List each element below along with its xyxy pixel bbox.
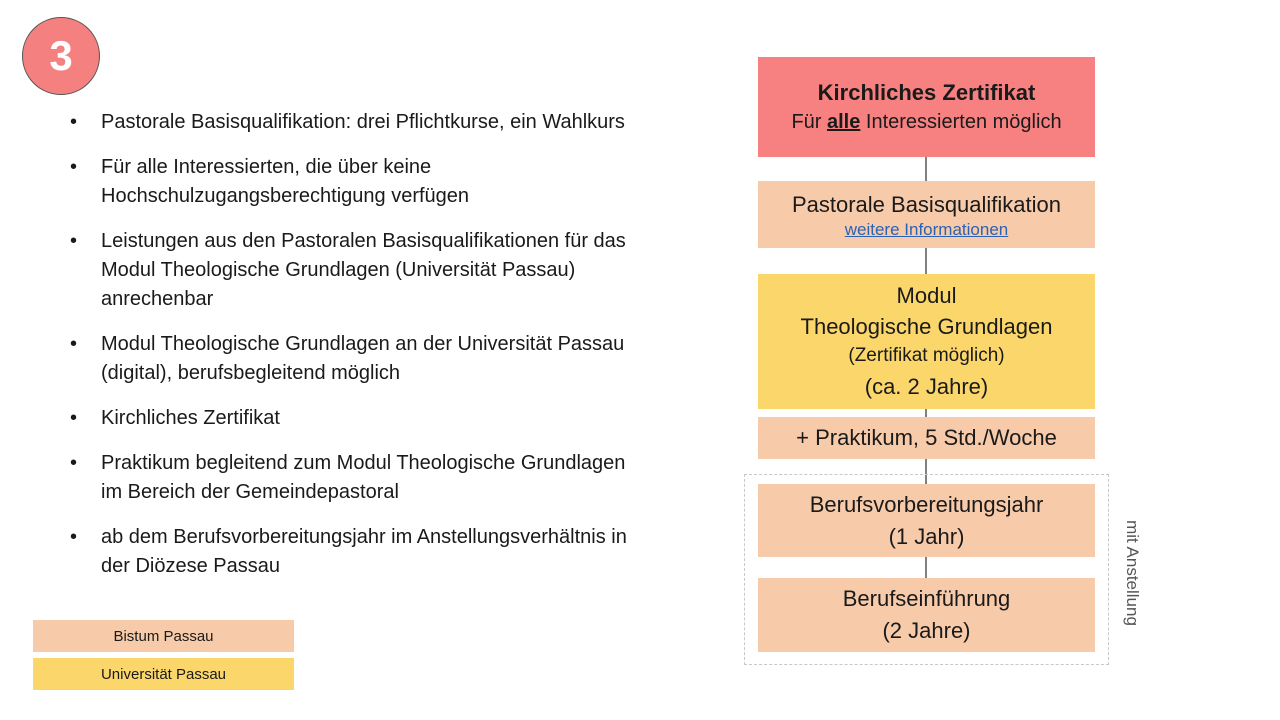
bullet-item: • Pastorale Basisqualifikation: drei Pflichtkurse, ein Wahlkurs [70, 108, 650, 137]
legend-universitaet-passau: Universität Passau [33, 658, 294, 690]
flow-box-praktikum [758, 417, 1095, 459]
bullet-item: • ab dem Berufsvorbereitungsjahr im Anstellungsverhältnis in der Diözese Passau [70, 523, 650, 581]
bullet-item: • Modul Theologische Grundlagen an der Universität Passau (digital), berufsbegleitend möglich [70, 330, 650, 388]
berufsvorbereitung-line-1: Berufsvorbereitungsjahr [809, 491, 1044, 517]
bullet-item: • Kirchliches Zertifikat [70, 404, 650, 433]
bullet-item: • Praktikum begleitend zum Modul Theologische Grundlagen im Bereich der Gemeindepastoral [70, 449, 650, 507]
zertifikat-subtitle: Für alle Interessierten möglich [791, 111, 1062, 133]
connector-line [925, 157, 927, 181]
flow-box-berufsvorbereitungsjahr [758, 484, 1095, 557]
berufseinfuehrung-line-2: (2 Jahre) [882, 618, 971, 643]
basis-title: Pastorale Basisqualifikation [791, 191, 1062, 217]
berufsvorbereitung-line-2: (1 Jahr) [888, 523, 965, 549]
modul-line-2: Theologische Grundlagen [800, 314, 1053, 339]
flow-box-modul-theologische-grundlagen [758, 274, 1095, 409]
legend-bistum-passau: Bistum Passau [33, 620, 294, 652]
step-number-badge: 3 [22, 17, 100, 95]
connector-line [925, 409, 927, 417]
zertifikat-emphasis: alle [827, 111, 861, 133]
modul-line-3: (Zertifikat möglich) [848, 345, 1005, 366]
connector-line [925, 248, 927, 274]
weitere-informationen-link[interactable]: weitere Informationen [844, 219, 1009, 239]
bullet-item: • Leistungen aus den Pastoralen Basisqualifikationen für das Modul Theologische Grundlagen (Universität Passau) anrechenbar [70, 227, 650, 314]
modul-line-1: Modul [896, 283, 957, 308]
berufseinfuehrung-line-1: Berufseinführung [842, 586, 1011, 611]
bullet-item: • Für alle Interessierten, die über keine Hochschulzugangsberechtigung verfügen [70, 153, 650, 211]
zertifikat-title: Kirchliches Zertifikat [817, 80, 1036, 105]
flow-box-pastorale-basisqualifikation [758, 181, 1095, 248]
flow-box-berufseinfuehrung [758, 578, 1095, 652]
modul-line-4: (ca. 2 Jahre) [864, 374, 989, 399]
bullet-list [70, 108, 650, 597]
employment-group-label: mit Anstellung [1123, 520, 1142, 626]
flow-box-kirchliches-zertifikat [758, 57, 1095, 157]
praktikum-text: + Praktikum, 5 Std./Woche [796, 425, 1057, 450]
